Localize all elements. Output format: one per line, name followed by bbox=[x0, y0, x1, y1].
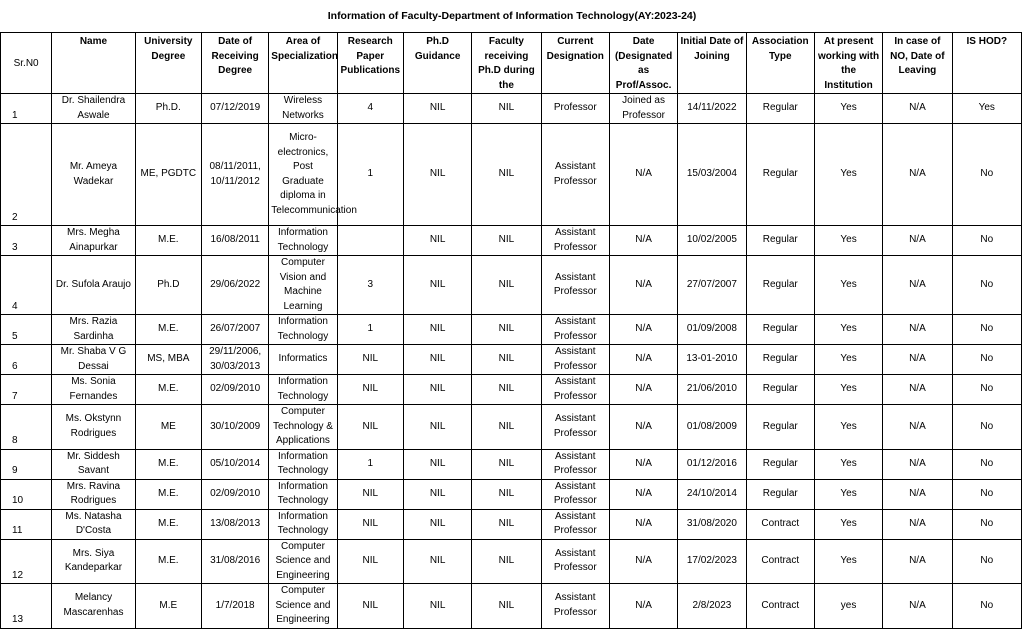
table-cell[interactable]: 05/10/2014 bbox=[201, 449, 268, 479]
table-cell[interactable]: N/A bbox=[609, 405, 677, 450]
table-cell[interactable]: M.E. bbox=[135, 226, 201, 256]
table-cell[interactable]: Yes bbox=[814, 375, 882, 405]
table-cell[interactable]: 31/08/2020 bbox=[678, 509, 746, 539]
table-cell[interactable]: 02/09/2010 bbox=[201, 375, 268, 405]
row-number-cell[interactable]: 2 bbox=[1, 124, 52, 226]
table-cell[interactable]: MS, MBA bbox=[135, 345, 201, 375]
table-cell[interactable]: Mrs. Siya Kandeparkar bbox=[52, 539, 135, 584]
table-cell[interactable]: M.E. bbox=[135, 315, 201, 345]
header-cell[interactable]: Date of Receiving Degree bbox=[201, 33, 268, 94]
table-cell[interactable]: Assistant Professor bbox=[541, 584, 609, 629]
table-cell[interactable]: N/A bbox=[883, 509, 952, 539]
header-cell[interactable]: Ph.D Guidance bbox=[403, 33, 471, 94]
table-cell[interactable]: N/A bbox=[883, 375, 952, 405]
table-cell[interactable]: No bbox=[952, 479, 1021, 509]
table-cell[interactable]: Mrs. Ravina Rodrigues bbox=[52, 479, 135, 509]
table-cell[interactable]: M.E bbox=[135, 584, 201, 629]
table-cell[interactable]: NIL bbox=[403, 124, 471, 226]
table-row bbox=[1, 539, 1022, 584]
table-cell[interactable]: N/A bbox=[883, 124, 952, 226]
table-cell[interactable]: Regular bbox=[746, 345, 814, 375]
table-row bbox=[1, 226, 1022, 256]
table-cell[interactable]: No bbox=[952, 375, 1021, 405]
table-cell[interactable]: Regular bbox=[746, 479, 814, 509]
table-cell[interactable]: M.E. bbox=[135, 375, 201, 405]
header-row bbox=[1, 33, 1022, 94]
table-cell[interactable]: No bbox=[952, 584, 1021, 629]
table-cell[interactable]: Yes bbox=[952, 94, 1021, 124]
table-cell[interactable]: M.E. bbox=[135, 539, 201, 584]
table-cell[interactable]: 13/08/2013 bbox=[201, 509, 268, 539]
table-cell[interactable]: NIL bbox=[472, 539, 541, 584]
header-cell[interactable]: Date (Designated as Prof/Assoc. bbox=[609, 33, 677, 94]
table-cell[interactable]: NIL bbox=[403, 405, 471, 450]
row-number-cell[interactable]: 9 bbox=[1, 449, 52, 479]
table-cell[interactable]: N/A bbox=[609, 539, 677, 584]
table-row bbox=[1, 449, 1022, 479]
table-cell[interactable]: 1/7/2018 bbox=[201, 584, 268, 629]
table-cell[interactable]: No bbox=[952, 539, 1021, 584]
table-cell[interactable]: 1 bbox=[337, 124, 403, 226]
table-cell[interactable]: Assistant Professor bbox=[541, 226, 609, 256]
table-cell[interactable]: NIL bbox=[472, 94, 541, 124]
table-cell[interactable]: Melancy Mascarenhas bbox=[52, 584, 135, 629]
table-cell[interactable]: N/A bbox=[883, 405, 952, 450]
table-cell[interactable]: Contract bbox=[746, 509, 814, 539]
table-cell[interactable]: N/A bbox=[609, 584, 677, 629]
table-cell[interactable]: Contract bbox=[746, 539, 814, 584]
table-cell[interactable]: No bbox=[952, 124, 1021, 226]
table-cell[interactable]: Yes bbox=[814, 345, 882, 375]
table-cell[interactable]: Yes bbox=[814, 226, 882, 256]
table-cell[interactable]: Mr. Ameya Wadekar bbox=[52, 124, 135, 226]
table-cell[interactable]: 10/02/2005 bbox=[678, 226, 746, 256]
table-cell[interactable]: Mr. Shaba V G Dessai bbox=[52, 345, 135, 375]
table-cell[interactable]: Regular bbox=[746, 449, 814, 479]
table-cell[interactable]: N/A bbox=[883, 539, 952, 584]
table-cell[interactable]: Computer Vision and Machine Learning bbox=[269, 256, 337, 315]
table-cell[interactable]: NIL bbox=[472, 345, 541, 375]
table-cell[interactable]: NIL bbox=[472, 315, 541, 345]
row-number-cell[interactable]: 8 bbox=[1, 405, 52, 450]
table-cell[interactable]: Assistant Professor bbox=[541, 479, 609, 509]
table-cell[interactable]: N/A bbox=[883, 345, 952, 375]
header-cell[interactable]: Association Type bbox=[746, 33, 814, 94]
table-cell[interactable]: 1 bbox=[337, 315, 403, 345]
table-cell[interactable]: Ms. Natasha D'Costa bbox=[52, 509, 135, 539]
header-cell[interactable]: IS HOD? bbox=[952, 33, 1021, 94]
table-row bbox=[1, 124, 1022, 226]
table-cell[interactable]: Computer Science and Engineering bbox=[269, 584, 337, 629]
row-number-cell[interactable]: 6 bbox=[1, 345, 52, 375]
table-cell[interactable]: Ph.D bbox=[135, 256, 201, 315]
table-cell[interactable]: Yes bbox=[814, 124, 882, 226]
table-cell[interactable]: 13-01-2010 bbox=[678, 345, 746, 375]
table-row bbox=[1, 256, 1022, 315]
table-cell[interactable]: 26/07/2007 bbox=[201, 315, 268, 345]
table-cell[interactable]: Information Technology bbox=[269, 449, 337, 479]
table-cell[interactable]: Informatics bbox=[269, 345, 337, 375]
table-row bbox=[1, 315, 1022, 345]
table-cell[interactable]: NIL bbox=[403, 226, 471, 256]
table-cell[interactable]: N/A bbox=[609, 124, 677, 226]
table-cell[interactable]: NIL bbox=[403, 449, 471, 479]
table-cell[interactable]: No bbox=[952, 226, 1021, 256]
table-cell[interactable]: NIL bbox=[403, 539, 471, 584]
table-cell[interactable]: NIL bbox=[337, 584, 403, 629]
table-cell[interactable]: Yes bbox=[814, 405, 882, 450]
table-cell[interactable]: M.E. bbox=[135, 479, 201, 509]
table-cell[interactable]: 15/03/2004 bbox=[678, 124, 746, 226]
table-cell[interactable]: Assistant Professor bbox=[541, 256, 609, 315]
table-cell[interactable]: NIL bbox=[337, 345, 403, 375]
table-cell[interactable]: Mrs. Razia Sardinha bbox=[52, 315, 135, 345]
table-cell[interactable]: Yes bbox=[814, 94, 882, 124]
table-cell[interactable]: ME bbox=[135, 405, 201, 450]
table-cell[interactable]: N/A bbox=[609, 315, 677, 345]
header-cell[interactable]: Area of Specialization bbox=[269, 33, 337, 94]
table-cell[interactable]: N/A bbox=[609, 345, 677, 375]
table-cell[interactable]: No bbox=[952, 449, 1021, 479]
table-cell[interactable]: Information Technology bbox=[269, 479, 337, 509]
table-cell[interactable]: NIL bbox=[472, 584, 541, 629]
table-row bbox=[1, 345, 1022, 375]
table-cell[interactable]: N/A bbox=[883, 256, 952, 315]
table-cell[interactable]: N/A bbox=[883, 315, 952, 345]
table-cell[interactable]: Yes bbox=[814, 449, 882, 479]
table-cell[interactable]: NIL bbox=[403, 509, 471, 539]
table-cell[interactable]: No bbox=[952, 405, 1021, 450]
table-cell[interactable]: Regular bbox=[746, 226, 814, 256]
table-cell[interactable]: NIL bbox=[403, 584, 471, 629]
table-row bbox=[1, 94, 1022, 124]
table-cell[interactable]: N/A bbox=[609, 226, 677, 256]
table-cell[interactable]: Information Technology bbox=[269, 315, 337, 345]
table-cell[interactable]: NIL bbox=[403, 479, 471, 509]
sheet-title: Information of Faculty-Department of Information Technology(AY:2023-24) bbox=[327, 10, 697, 22]
table-cell[interactable]: Computer Science and Engineering bbox=[269, 539, 337, 584]
table-cell[interactable]: Assistant Professor bbox=[541, 124, 609, 226]
header-cell[interactable]: Name bbox=[52, 33, 135, 94]
table-cell[interactable]: Professor bbox=[541, 94, 609, 124]
table-cell[interactable]: Assistant Professor bbox=[541, 375, 609, 405]
row-number-cell[interactable]: 11 bbox=[1, 509, 52, 539]
table-cell[interactable]: Ms. Sonia Fernandes bbox=[52, 375, 135, 405]
table-cell[interactable]: NIL bbox=[472, 509, 541, 539]
table-cell[interactable]: 27/07/2007 bbox=[678, 256, 746, 315]
table-cell[interactable]: 01/09/2008 bbox=[678, 315, 746, 345]
table-cell[interactable]: N/A bbox=[883, 449, 952, 479]
table-cell[interactable]: NIL bbox=[337, 479, 403, 509]
header-cell[interactable]: Faculty receiving Ph.D during the bbox=[472, 33, 541, 94]
table-cell[interactable]: Yes bbox=[814, 539, 882, 584]
table-cell[interactable]: Assistant Professor bbox=[541, 315, 609, 345]
row-number-cell[interactable]: 12 bbox=[1, 539, 52, 584]
table-cell[interactable]: N/A bbox=[609, 449, 677, 479]
table-cell[interactable]: Regular bbox=[746, 124, 814, 226]
table-cell[interactable]: No bbox=[952, 509, 1021, 539]
table-cell[interactable]: No bbox=[952, 345, 1021, 375]
table-row bbox=[1, 405, 1022, 450]
table-cell[interactable]: 31/08/2016 bbox=[201, 539, 268, 584]
table-cell[interactable]: 29/11/2006, 30/03/2013 bbox=[201, 345, 268, 375]
table-cell[interactable]: NIL bbox=[472, 479, 541, 509]
table-cell[interactable]: N/A bbox=[883, 226, 952, 256]
table-cell[interactable]: Assistant Professor bbox=[541, 539, 609, 584]
table-row bbox=[1, 584, 1022, 629]
header-cell[interactable]: Sr.N0 bbox=[1, 33, 52, 94]
table-cell[interactable]: 16/08/2011 bbox=[201, 226, 268, 256]
table-cell[interactable]: NIL bbox=[337, 375, 403, 405]
table-cell[interactable]: 24/10/2014 bbox=[678, 479, 746, 509]
table-cell[interactable]: Wireless Networks bbox=[269, 94, 337, 124]
table-cell[interactable]: 02/09/2010 bbox=[201, 479, 268, 509]
table-cell[interactable]: M.E. bbox=[135, 509, 201, 539]
row-number-cell[interactable]: 5 bbox=[1, 315, 52, 345]
table-cell[interactable]: NIL bbox=[403, 315, 471, 345]
table-cell[interactable]: 07/12/2019 bbox=[201, 94, 268, 124]
table-cell[interactable]: Information Technology bbox=[269, 375, 337, 405]
table-cell[interactable]: 17/02/2023 bbox=[678, 539, 746, 584]
table-cell[interactable]: N/A bbox=[609, 479, 677, 509]
table-cell[interactable]: Joined as Professor bbox=[609, 94, 677, 124]
table-cell[interactable]: NIL bbox=[403, 375, 471, 405]
table-cell[interactable]: 08/11/2011, 10/11/2012 bbox=[201, 124, 268, 226]
header-cell[interactable]: Initial Date of Joining bbox=[678, 33, 746, 94]
header-cell[interactable]: Current Designation bbox=[541, 33, 609, 94]
row-number-cell[interactable]: 10 bbox=[1, 479, 52, 509]
table-row bbox=[1, 509, 1022, 539]
table-cell[interactable]: Dr. Shailendra Aswale bbox=[52, 94, 135, 124]
table-row bbox=[1, 479, 1022, 509]
table-cell[interactable]: Ph.D. bbox=[135, 94, 201, 124]
table-cell[interactable]: NIL bbox=[472, 124, 541, 226]
table-cell[interactable]: Information Technology bbox=[269, 509, 337, 539]
table-cell[interactable]: Contract bbox=[746, 584, 814, 629]
table-cell[interactable]: Assistant Professor bbox=[541, 345, 609, 375]
table-cell[interactable]: 30/10/2009 bbox=[201, 405, 268, 450]
table-cell[interactable]: Regular bbox=[746, 94, 814, 124]
table-cell[interactable]: NIL bbox=[472, 375, 541, 405]
table-cell[interactable]: 01/12/2016 bbox=[678, 449, 746, 479]
table-cell[interactable]: 29/06/2022 bbox=[201, 256, 268, 315]
table-cell[interactable]: No bbox=[952, 315, 1021, 345]
table-cell[interactable]: NIL bbox=[472, 256, 541, 315]
table-cell[interactable]: Regular bbox=[746, 375, 814, 405]
table-cell[interactable]: Regular bbox=[746, 256, 814, 315]
table-cell[interactable]: 2/8/2023 bbox=[678, 584, 746, 629]
table-cell[interactable]: NIL bbox=[403, 256, 471, 315]
table-cell[interactable]: Mrs. Megha Ainapurkar bbox=[52, 226, 135, 256]
table-cell[interactable]: 1 bbox=[337, 449, 403, 479]
header-cell[interactable]: University Degree bbox=[135, 33, 201, 94]
table-cell[interactable]: Yes bbox=[814, 315, 882, 345]
row-number-cell[interactable]: 7 bbox=[1, 375, 52, 405]
table-cell[interactable]: Yes bbox=[814, 479, 882, 509]
table-cell[interactable]: 3 bbox=[337, 256, 403, 315]
table-cell[interactable]: N/A bbox=[609, 256, 677, 315]
header-cell[interactable]: At present working with the Institution bbox=[814, 33, 882, 94]
table-cell[interactable]: Information Technology bbox=[269, 226, 337, 256]
table-cell[interactable]: NIL bbox=[337, 539, 403, 584]
table-cell[interactable]: Regular bbox=[746, 315, 814, 345]
table-cell[interactable]: No bbox=[952, 256, 1021, 315]
table-cell[interactable] bbox=[337, 226, 403, 256]
table-cell[interactable]: Computer Technology & Applications bbox=[269, 405, 337, 450]
table-cell[interactable]: 01/08/2009 bbox=[678, 405, 746, 450]
table-cell[interactable]: yes bbox=[814, 584, 882, 629]
header-cell[interactable]: In case of NO, Date of Leaving bbox=[883, 33, 952, 94]
row-number-cell[interactable]: 1 bbox=[1, 94, 52, 124]
table-cell[interactable]: Ms. Okstynn Rodrigues bbox=[52, 405, 135, 450]
table-cell[interactable]: NIL bbox=[472, 449, 541, 479]
table-cell[interactable]: N/A bbox=[883, 584, 952, 629]
table-cell[interactable]: 4 bbox=[337, 94, 403, 124]
table-cell[interactable]: NIL bbox=[472, 226, 541, 256]
header-cell[interactable]: Research Paper Publications bbox=[337, 33, 403, 94]
table-cell[interactable]: NIL bbox=[337, 509, 403, 539]
table-cell[interactable]: NIL bbox=[403, 345, 471, 375]
table-cell[interactable]: Dr. Sufola Araujo bbox=[52, 256, 135, 315]
table-cell[interactable]: 14/11/2022 bbox=[678, 94, 746, 124]
row-number-cell[interactable]: 4 bbox=[1, 256, 52, 315]
table-cell[interactable]: Regular bbox=[746, 405, 814, 450]
table-cell[interactable]: Yes bbox=[814, 256, 882, 315]
table-cell[interactable]: 21/06/2010 bbox=[678, 375, 746, 405]
table-cell[interactable]: NIL bbox=[337, 405, 403, 450]
table-cell[interactable]: ME, PGDTC bbox=[135, 124, 201, 226]
table-cell[interactable]: Micro-electronics, Post Graduate diploma in Telecommunication bbox=[269, 124, 337, 226]
row-number-cell[interactable]: 13 bbox=[1, 584, 52, 629]
table-cell[interactable]: Assistant Professor bbox=[541, 449, 609, 479]
table-cell[interactable]: NIL bbox=[472, 405, 541, 450]
table-cell[interactable]: Mr. Siddesh Savant bbox=[52, 449, 135, 479]
table-cell[interactable]: N/A bbox=[883, 94, 952, 124]
row-number-cell[interactable]: 3 bbox=[1, 226, 52, 256]
table-cell[interactable]: Assistant Professor bbox=[541, 509, 609, 539]
table-cell[interactable]: Assistant Professor bbox=[541, 405, 609, 450]
table-cell[interactable]: NIL bbox=[403, 94, 471, 124]
table-row bbox=[1, 375, 1022, 405]
table-cell[interactable]: N/A bbox=[883, 479, 952, 509]
table-cell[interactable]: M.E. bbox=[135, 449, 201, 479]
table-cell[interactable]: Yes bbox=[814, 509, 882, 539]
table-cell[interactable]: N/A bbox=[609, 509, 677, 539]
table-cell[interactable]: N/A bbox=[609, 375, 677, 405]
faculty-table bbox=[0, 32, 1022, 629]
